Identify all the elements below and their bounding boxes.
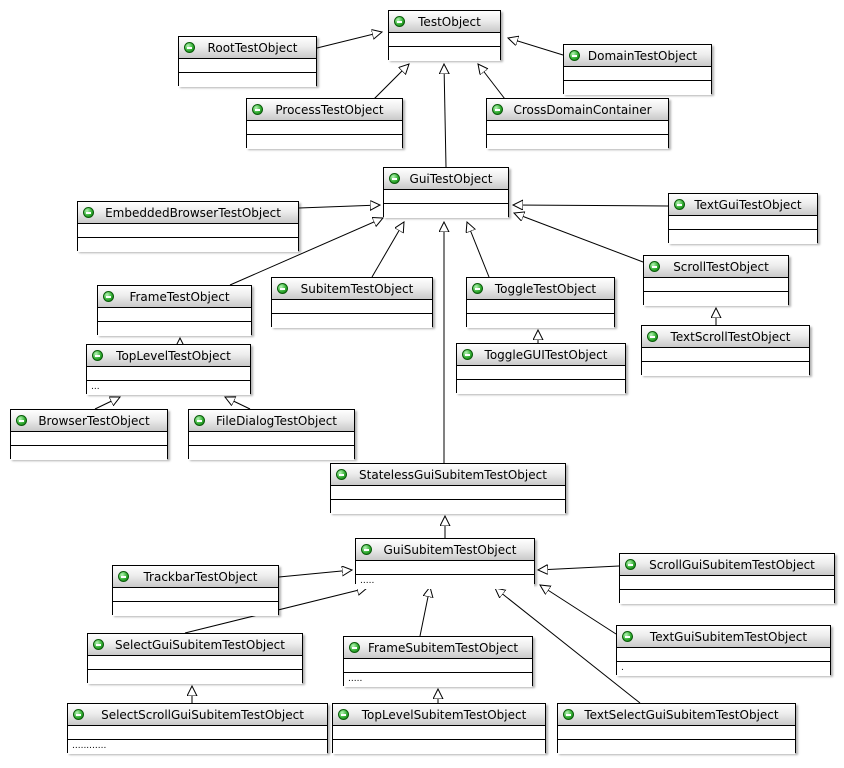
uml-attributes-compartment bbox=[68, 726, 327, 740]
uml-class-title bbox=[87, 345, 250, 367]
uml-attributes-compartment bbox=[331, 486, 565, 500]
uml-class-box[interactable] bbox=[271, 277, 433, 327]
uml-attributes-compartment bbox=[467, 300, 614, 314]
uml-attributes-compartment bbox=[356, 561, 534, 575]
uml-class-box[interactable] bbox=[641, 325, 810, 375]
uml-class-box[interactable] bbox=[466, 277, 615, 327]
class-icon bbox=[252, 104, 263, 115]
uml-class-title bbox=[179, 37, 316, 59]
uml-attributes-compartment bbox=[620, 576, 834, 590]
uml-class-box[interactable] bbox=[668, 193, 818, 243]
uml-class-box[interactable] bbox=[67, 703, 328, 753]
class-icon bbox=[73, 709, 84, 720]
uml-operations-compartment bbox=[642, 362, 809, 376]
class-icon bbox=[93, 639, 104, 650]
uml-operations-compartment bbox=[113, 602, 278, 616]
uml-class-title bbox=[457, 344, 625, 366]
uml-class-box[interactable] bbox=[246, 98, 403, 148]
class-icon bbox=[118, 571, 129, 582]
class-icon bbox=[361, 544, 372, 555]
uml-class-name: CrossDomainContainer bbox=[513, 103, 652, 117]
uml-operations-compartment: ... bbox=[87, 381, 250, 395]
uml-class-box[interactable] bbox=[332, 703, 546, 753]
uml-class-title bbox=[331, 464, 565, 486]
uml-class-box[interactable] bbox=[456, 343, 626, 393]
uml-attributes-compartment bbox=[272, 300, 432, 314]
uml-class-title bbox=[558, 704, 795, 726]
uml-attributes-compartment bbox=[333, 726, 545, 740]
uml-class-name: BrowserTestObject bbox=[38, 414, 150, 428]
uml-class-box[interactable] bbox=[10, 409, 168, 459]
uml-attributes-compartment bbox=[558, 726, 795, 740]
uml-class-box[interactable] bbox=[643, 255, 789, 305]
uml-class-name: TopLevelSubitemTestObject bbox=[361, 708, 527, 722]
uml-operations-compartment bbox=[644, 292, 788, 306]
uml-operations-compartment bbox=[467, 314, 614, 328]
uml-attributes-compartment bbox=[384, 190, 508, 204]
uml-class-title bbox=[564, 45, 711, 67]
uml-class-box[interactable] bbox=[86, 344, 251, 394]
uml-class-box[interactable] bbox=[557, 703, 796, 753]
uml-class-box[interactable] bbox=[616, 625, 831, 675]
uml-operations-compartment bbox=[179, 73, 316, 87]
uml-operations-compartment bbox=[331, 500, 565, 514]
uml-class-name: SelectScrollGuiSubitemTestObject bbox=[101, 708, 304, 722]
class-icon bbox=[462, 349, 473, 360]
class-icon bbox=[349, 642, 360, 653]
uml-attributes-compartment bbox=[617, 648, 830, 662]
uml-class-title bbox=[247, 99, 402, 121]
uml-operations-compartment bbox=[189, 446, 354, 460]
uml-operations-compartment bbox=[487, 135, 668, 149]
class-icon bbox=[647, 331, 658, 342]
uml-class-box[interactable] bbox=[388, 10, 501, 60]
uml-class-title bbox=[189, 410, 354, 432]
uml-class-title bbox=[333, 704, 545, 726]
uml-class-title bbox=[272, 278, 432, 300]
uml-class-title bbox=[642, 326, 809, 348]
uml-class-name: DomainTestObject bbox=[587, 49, 698, 63]
uml-class-box[interactable] bbox=[486, 98, 669, 148]
class-icon bbox=[563, 709, 574, 720]
uml-operations-compartment: . bbox=[617, 662, 830, 676]
uml-operations-compartment bbox=[78, 238, 298, 252]
uml-class-box[interactable] bbox=[112, 565, 279, 615]
uml-class-title bbox=[467, 278, 614, 300]
uml-class-title bbox=[344, 637, 532, 659]
uml-attributes-compartment bbox=[487, 121, 668, 135]
uml-class-title bbox=[617, 626, 830, 648]
uml-class-title bbox=[88, 634, 302, 656]
uml-operations-compartment: ............ bbox=[68, 740, 327, 754]
uml-class-box[interactable] bbox=[178, 36, 317, 86]
uml-class-title bbox=[78, 202, 298, 224]
uml-operations-compartment bbox=[88, 670, 302, 684]
uml-class-name: TrackbarTestObject bbox=[143, 570, 258, 584]
uml-class-title bbox=[644, 256, 788, 278]
uml-class-name: ScrollGuiSubitemTestObject bbox=[649, 558, 815, 572]
uml-attributes-compartment bbox=[669, 216, 817, 230]
class-icon bbox=[472, 283, 483, 294]
uml-attributes-compartment bbox=[344, 659, 532, 673]
uml-class-name: SelectGuiSubitemTestObject bbox=[115, 638, 285, 652]
uml-attributes-compartment bbox=[179, 59, 316, 73]
uml-attributes-compartment bbox=[98, 308, 251, 322]
class-icon bbox=[389, 173, 400, 184]
uml-class-name: RootTestObject bbox=[207, 41, 298, 55]
uml-class-name: FrameSubitemTestObject bbox=[367, 641, 519, 655]
uml-class-name: FrameTestObject bbox=[129, 290, 230, 304]
uml-class-box[interactable] bbox=[188, 409, 355, 459]
uml-class-box[interactable] bbox=[97, 285, 252, 335]
uml-operations-compartment bbox=[669, 230, 817, 244]
class-icon bbox=[336, 469, 347, 480]
uml-class-title bbox=[389, 11, 500, 33]
uml-class-box[interactable] bbox=[383, 167, 509, 217]
uml-class-title bbox=[98, 286, 251, 308]
uml-class-title bbox=[11, 410, 167, 432]
uml-class-title bbox=[356, 539, 534, 561]
uml-class-title bbox=[620, 554, 834, 576]
class-icon bbox=[92, 350, 103, 361]
uml-operations-compartment bbox=[11, 446, 167, 460]
uml-class-name: TextSelectGuiSubitemTestObject bbox=[584, 708, 779, 722]
class-icon bbox=[83, 207, 94, 218]
uml-class-name: TextGuiSubitemTestObject bbox=[649, 630, 808, 644]
uml-attributes-compartment bbox=[11, 432, 167, 446]
class-icon bbox=[492, 104, 503, 115]
uml-class-title bbox=[68, 704, 327, 726]
uml-class-name: GuiTestObject bbox=[409, 172, 493, 186]
uml-class-box[interactable] bbox=[563, 44, 712, 94]
uml-class-name: ToggleTestObject bbox=[494, 282, 597, 296]
class-icon bbox=[674, 199, 685, 210]
class-icon bbox=[338, 709, 349, 720]
class-icon bbox=[277, 283, 288, 294]
uml-operations-compartment bbox=[457, 380, 625, 394]
class-icon bbox=[622, 631, 633, 642]
class-icon bbox=[184, 42, 195, 53]
uml-class-title bbox=[113, 566, 278, 588]
uml-class-name: ScrollTestObject bbox=[673, 260, 769, 274]
uml-attributes-compartment bbox=[189, 432, 354, 446]
class-icon bbox=[625, 559, 636, 570]
class-icon bbox=[394, 16, 405, 27]
uml-class-name: StatelessGuiSubitemTestObject bbox=[359, 468, 547, 482]
uml-attributes-compartment bbox=[564, 67, 711, 81]
uml-class-box[interactable] bbox=[619, 553, 835, 603]
uml-operations-compartment bbox=[272, 314, 432, 328]
uml-operations-compartment bbox=[384, 204, 508, 218]
uml-class-box[interactable] bbox=[77, 201, 299, 251]
uml-operations-compartment bbox=[333, 740, 545, 754]
uml-class-box[interactable] bbox=[87, 633, 303, 683]
uml-operations-compartment bbox=[389, 47, 500, 61]
uml-class-title bbox=[487, 99, 668, 121]
uml-class-box[interactable] bbox=[355, 538, 535, 584]
uml-attributes-compartment bbox=[78, 224, 298, 238]
uml-class-name: TopLevelTestObject bbox=[116, 349, 231, 363]
uml-class-name: TextGuiTestObject bbox=[694, 198, 802, 212]
uml-operations-compartment: ..... bbox=[356, 575, 534, 589]
uml-operations-compartment bbox=[620, 590, 834, 604]
uml-attributes-compartment bbox=[644, 278, 788, 292]
uml-operations-compartment bbox=[564, 81, 711, 95]
uml-class-name: ProcessTestObject bbox=[275, 103, 384, 117]
uml-attributes-compartment bbox=[642, 348, 809, 362]
uml-class-name: ToggleGUITestObject bbox=[484, 348, 608, 362]
uml-class-name: FileDialogTestObject bbox=[215, 414, 337, 428]
uml-class-title bbox=[669, 194, 817, 216]
uml-class-name: TextScrollTestObject bbox=[670, 330, 791, 344]
uml-attributes-compartment bbox=[113, 588, 278, 602]
uml-operations-compartment bbox=[98, 322, 251, 336]
uml-class-name: TestObject bbox=[418, 15, 481, 29]
uml-attributes-compartment bbox=[247, 121, 402, 135]
uml-attributes-compartment bbox=[87, 367, 250, 381]
class-icon bbox=[194, 415, 205, 426]
uml-operations-compartment bbox=[558, 740, 795, 754]
class-icon bbox=[569, 50, 580, 61]
uml-class-name: SubitemTestObject bbox=[300, 282, 414, 296]
uml-attributes-compartment bbox=[457, 366, 625, 380]
uml-class-box[interactable] bbox=[330, 463, 566, 513]
uml-operations-compartment: ..... bbox=[344, 673, 532, 687]
uml-class-name: EmbeddedBrowserTestObject bbox=[105, 206, 281, 220]
uml-class-box[interactable] bbox=[343, 636, 533, 686]
uml-class-title bbox=[384, 168, 508, 190]
class-icon bbox=[103, 291, 114, 302]
uml-class-name: GuiSubitemTestObject bbox=[383, 543, 517, 557]
uml-operations-compartment bbox=[247, 135, 402, 149]
class-icon bbox=[16, 415, 27, 426]
uml-attributes-compartment bbox=[88, 656, 302, 670]
class-icon bbox=[649, 261, 660, 272]
uml-attributes-compartment bbox=[389, 33, 500, 47]
